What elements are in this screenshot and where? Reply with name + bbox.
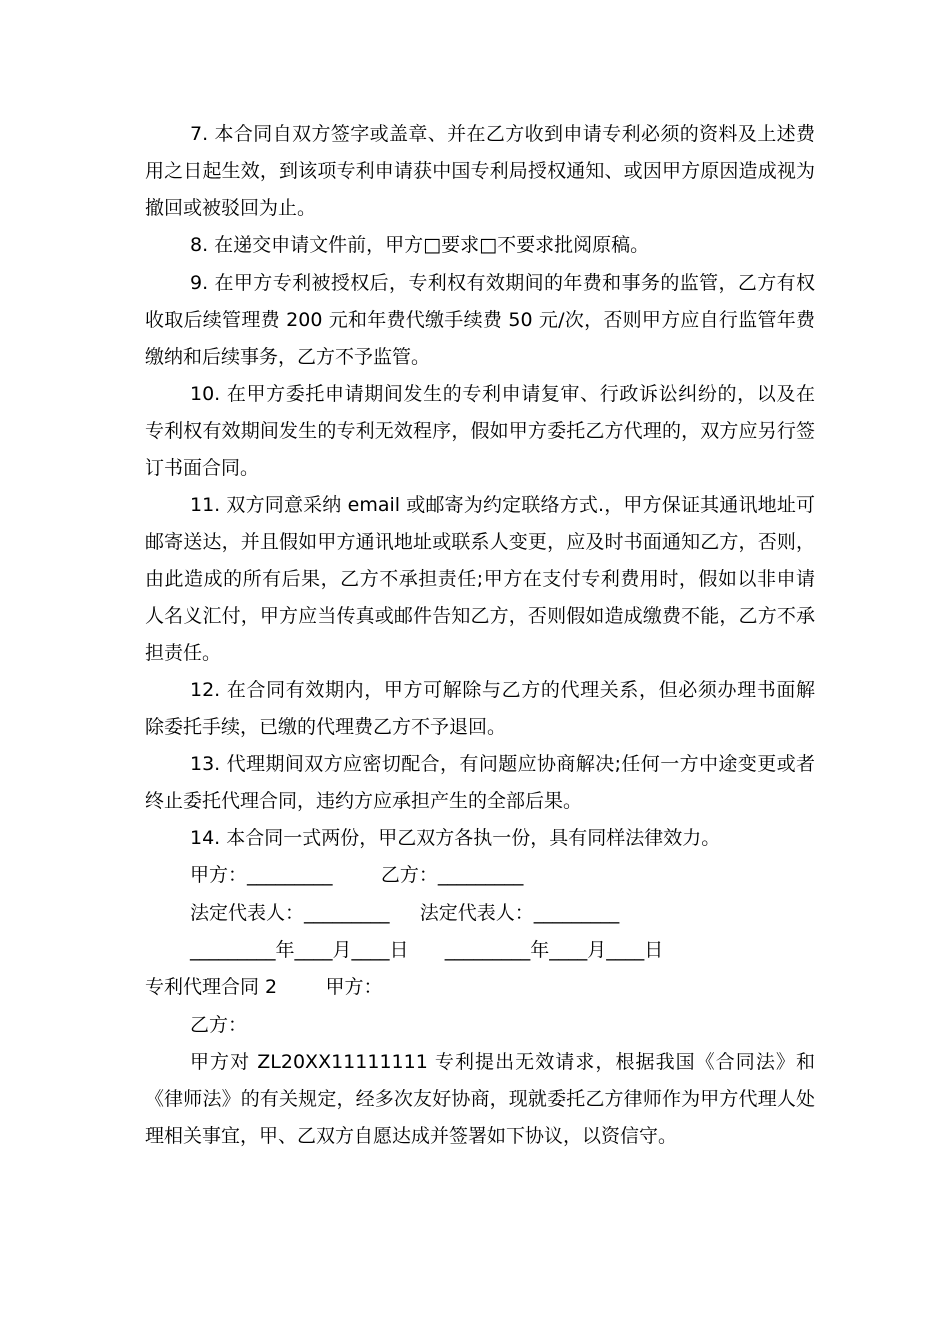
- clause-7: 7. 本合同自双方签字或盖章、并在乙方收到申请专利必须的资料及上述费用之日起生效，到该项专利申请获中国专利局授权通知、或因甲方原因造成视为撤回或被驳回为止。: [145, 123, 815, 219]
- signature-date-line: _________年____月____日 _________年____月____日: [190, 939, 664, 961]
- clause-11: 11. 双方同意采纳 email 或邮寄为约定联络方式.，甲方保证其通讯地址可邮寄送达，并且假如甲方通讯地址或联系人变更，应及时书面通知乙方，否则，由此造成的所有后果，乙方不承担责任;甲方在支付专利费用时，假如以非申请人名义汇付，甲方应当传真或邮件告知乙方，否则假如造成缴费不能，乙方不承担责任。: [145, 494, 815, 664]
- signature-representative-line: 法定代表人：_________ 法定代表人：_________: [190, 902, 620, 924]
- clause-9: 9. 在甲方专利被授权后，专利权有效期间的年费和事务的监管，乙方有权收取后续管理费 200 元和年费代缴手续费 50 元/次，否则甲方应自行监管年费缴纳和后续事务，乙方不予监管。: [145, 272, 815, 368]
- clause-10: 10. 在甲方委托申请期间发生的专利申请复审、行政诉讼纠纷的，以及在专利权有效期间发生的专利无效程序，假如甲方委托乙方代理的，双方应另行签订书面合同。: [145, 383, 815, 479]
- clause-12: 12. 在合同有效期内，甲方可解除与乙方的代理关系，但必须办理书面解除委托手续，已缴的代理费乙方不予退回。: [145, 679, 815, 738]
- contract2-party-b: 乙方：: [190, 1014, 248, 1036]
- contract2-intro: 甲方对 ZL20XX11111111 专利提出无效请求，根据我国《合同法》和《律师法》的有关规定，经多次友好协商，现就委托乙方律师作为甲方代理人处理相关事宜，甲、乙双方自愿达成并签署如下协议，以资信守。: [145, 1051, 815, 1147]
- signature-party-line: 甲方：_________ 乙方：_________: [190, 864, 524, 886]
- clause-14: 14. 本合同一式两份，甲乙双方各执一份，具有同样法律效力。: [190, 827, 721, 849]
- clause-8: 8. 在递交申请文件前，甲方□要求□不要求批阅原稿。: [190, 234, 650, 256]
- clause-13: 13. 代理期间双方应密切配合，有问题应协商解决;任何一方中途变更或者终止委托代理合同，违约方应承担产生的全部后果。: [145, 753, 815, 812]
- contract2-heading: 专利代理合同 2 甲方：: [145, 976, 383, 998]
